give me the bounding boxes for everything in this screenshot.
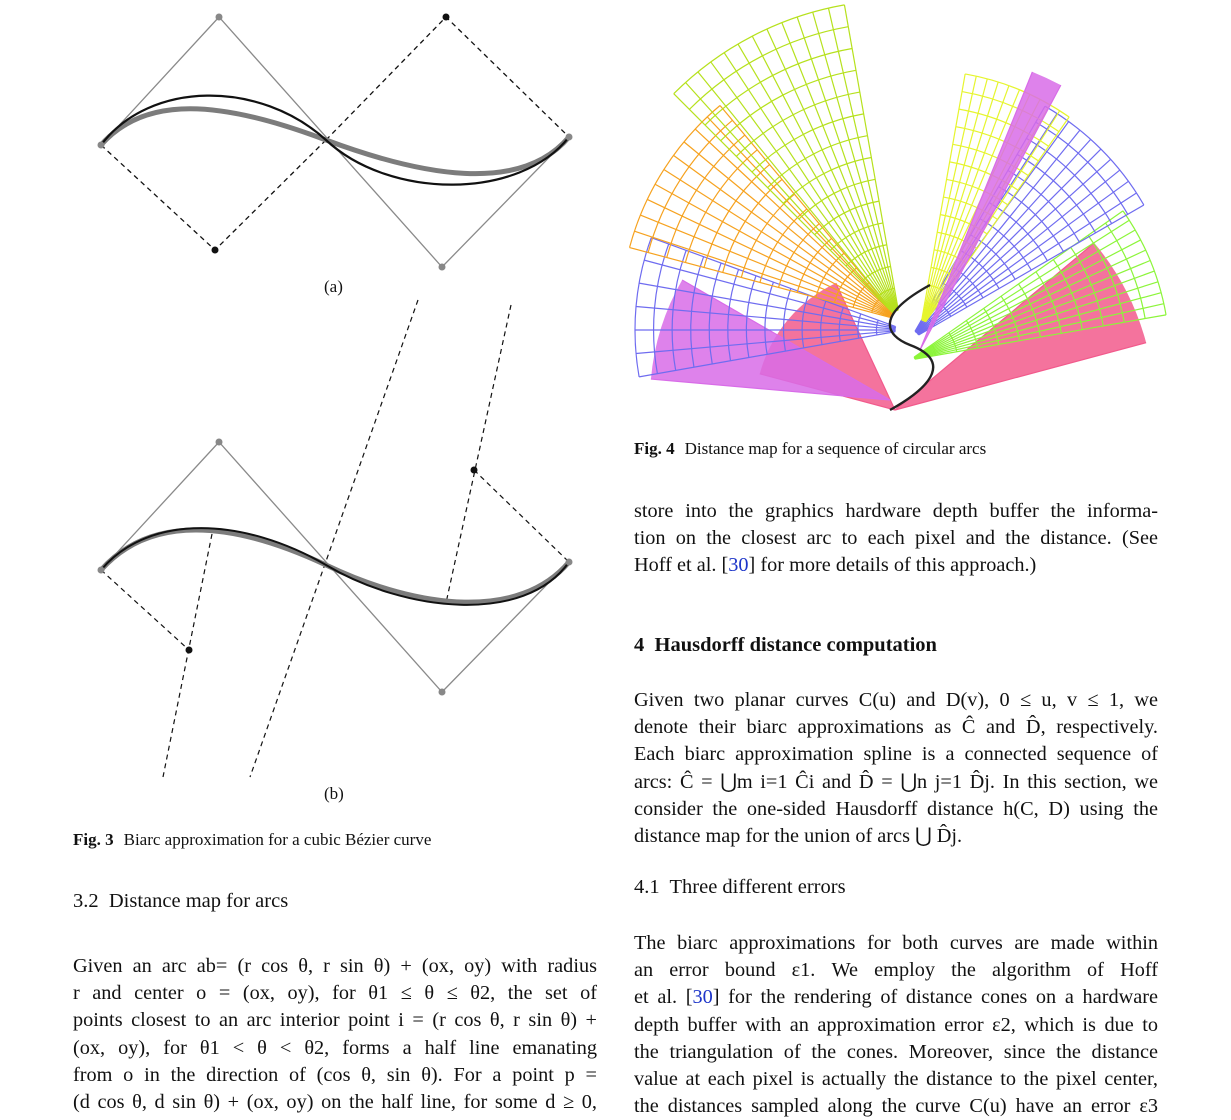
- text-line: points closest to an arc interior point i = (r cos θ, r sin θ) +: [73, 1009, 597, 1032]
- control-point: [98, 567, 105, 574]
- text-line: from o in the direction of (cos θ, sin θ). For a point p =: [73, 1063, 597, 1086]
- text-line: store into the graphics hardware depth buffer the informa-: [634, 500, 1158, 522]
- right-paragraph-2: [634, 687, 1158, 850]
- figure-3b-label: (b): [324, 784, 344, 803]
- subsection-heading-4-1: 4.1 Three different errors: [634, 876, 846, 898]
- arc-center: [186, 647, 193, 654]
- text-line: the triangulation of the cones. Moreover, since the distance: [634, 1040, 1158, 1063]
- left-paragraph: [73, 953, 597, 1116]
- normal-line: [163, 534, 212, 777]
- control-point: [439, 689, 446, 696]
- arc-radius: [101, 570, 189, 650]
- text-line: Given two planar curves C(u) and D(v), 0 ≤ u, v ≤ 1, we: [634, 689, 1158, 711]
- citation-link[interactable]: 30: [692, 986, 713, 1009]
- bezier-curve: [101, 530, 569, 602]
- text-line: tion on the closest arc to each pixel and the distance. (See: [634, 527, 1158, 550]
- section-heading-4: 4 Hausdorff distance computation: [634, 634, 937, 656]
- figure-3-caption: [73, 829, 613, 851]
- right-paragraph-3: [634, 930, 1158, 1120]
- section-heading-3-2: 3.2 Distance map for arcs: [73, 890, 289, 912]
- text-line: value at each pixel is actually the distance to the pixel center,: [634, 1068, 1158, 1091]
- arc-center: [471, 467, 478, 474]
- normal-line: [446, 305, 511, 603]
- text-line: (ox, oy), for θ1 < θ < θ2, forms a half line emanating: [73, 1036, 597, 1059]
- figure-3a-label: (a): [324, 277, 343, 296]
- control-point: [216, 439, 223, 446]
- figure-3-caption-text: Biarc approximation for a cubic Bézier curve: [123, 830, 432, 849]
- text-line: Each biarc approximation spline is a connected sequence of: [634, 743, 1158, 766]
- text-line: an error bound ε1. We employ the algorithm of Hoff: [634, 959, 1158, 982]
- text-line: distance map for the union of arcs ⋃ D̂j.: [634, 825, 963, 848]
- figure-3b-diagram: [0, 0, 600, 800]
- normal-line: [250, 300, 418, 777]
- distance-region-orange: [630, 106, 894, 318]
- figure-4-caption-label: Fig. 4: [634, 439, 675, 458]
- figure-3-caption-label: Fig. 3: [73, 830, 114, 849]
- figure-4-caption-text: Distance map for a sequence of circular arcs: [684, 439, 987, 458]
- text-line: et al. [30] for the rendering of distance cones on a hardware: [634, 986, 1158, 1009]
- text-line: depth buffer with an approximation error ε2, which is due to: [634, 1013, 1158, 1036]
- text-line: r and center o = (ox, oy), for θ1 ≤ θ ≤ θ2, the set of: [73, 982, 597, 1005]
- text-line: the distances sampled along the curve C(u) have an error ε3: [634, 1095, 1158, 1118]
- text-line: (d cos θ, d sin θ) + (ox, oy) on the half line, for some d ≥ 0,: [73, 1091, 597, 1114]
- text-line: arcs: Ĉ = ⋃m i=1 Ĉi and D̂ = ⋃n j=1 D̂j. In this section, we: [634, 770, 1158, 793]
- figure-4-distance-map: [620, 0, 1220, 420]
- text-line: Hoff et al. [30] for more details of this approach.): [634, 554, 1037, 577]
- text-line: denote their biarc approximations as Ĉ and D̂, respectively.: [634, 716, 1158, 739]
- right-paragraph-1: [634, 498, 1158, 580]
- text-line: consider the one-sided Hausdorff distance h(C, D) using the: [634, 797, 1158, 820]
- control-point: [566, 559, 573, 566]
- citation-link[interactable]: 30: [728, 554, 749, 577]
- figure-4-caption: [634, 438, 1174, 460]
- arc-radius: [474, 470, 569, 562]
- text-line: Given an arc ab= (r cos θ, r sin θ) + (ox, oy) with radius: [73, 955, 597, 977]
- text-line: The biarc approximations for both curves are made within: [634, 932, 1158, 954]
